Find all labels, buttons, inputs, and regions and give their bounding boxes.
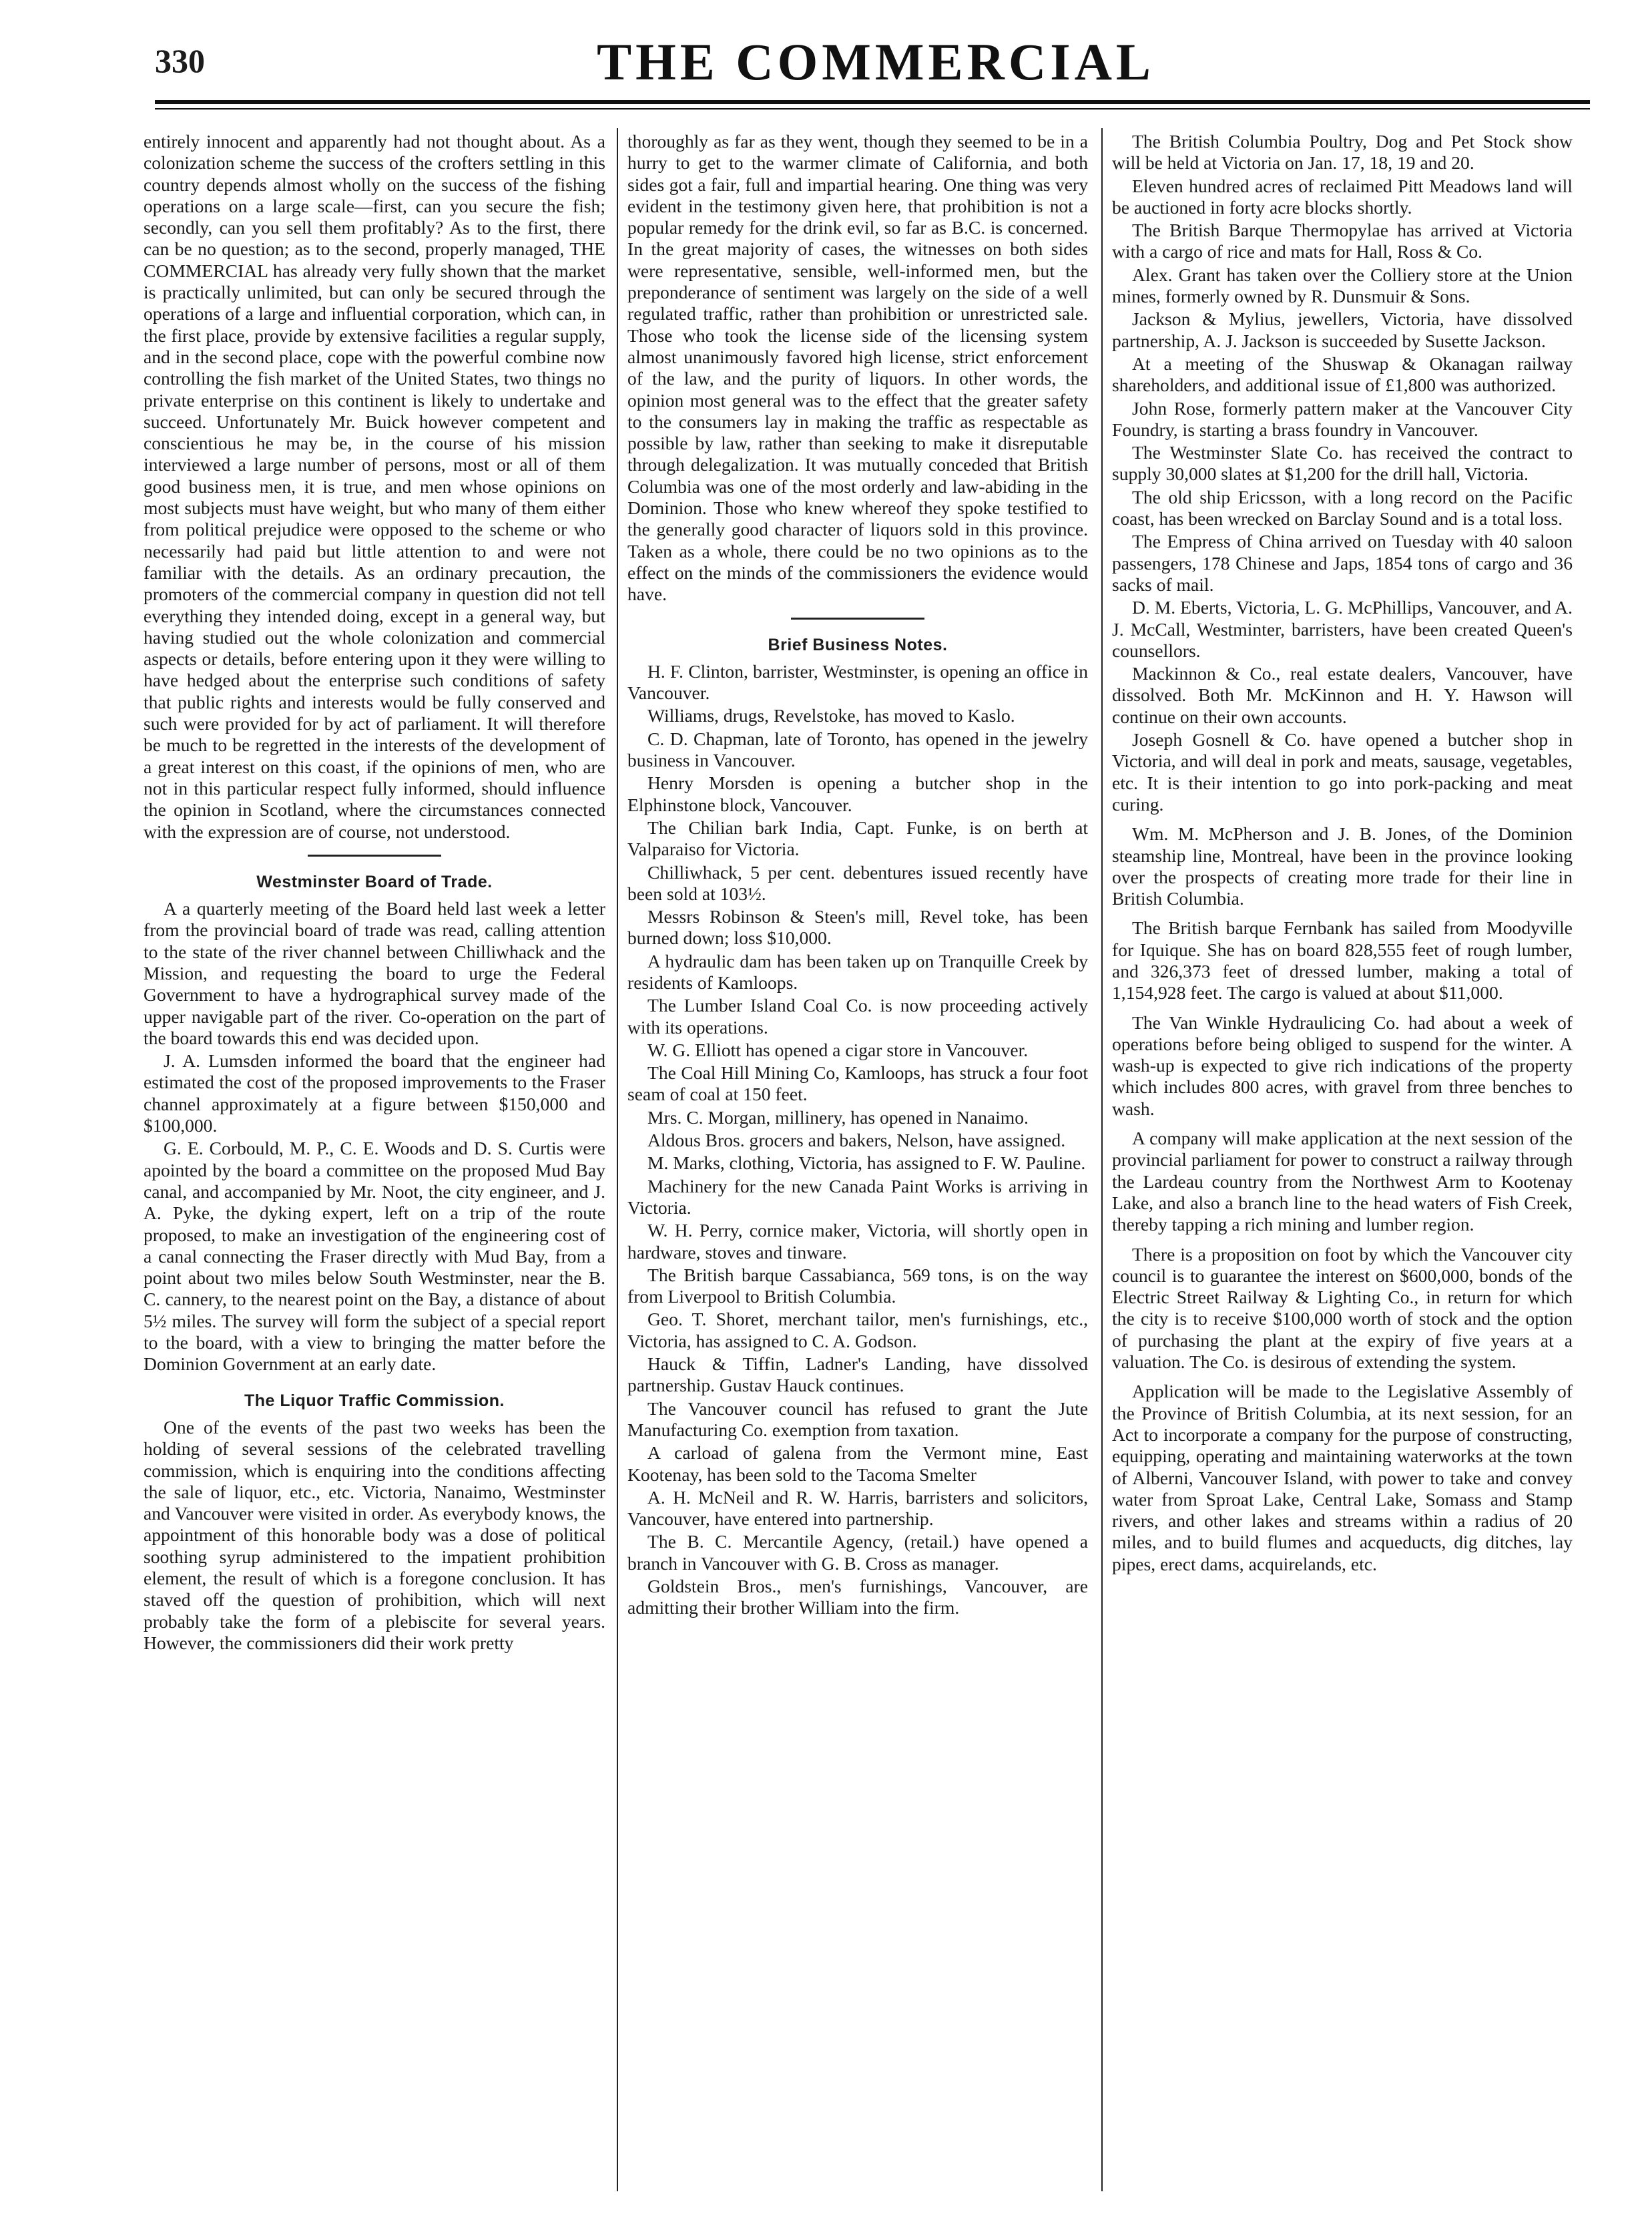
article-paragraph: J. A. Lumsden informed the board that the engineer had estimated the cost of the proposed improvements to the Fraser channel approximately at a figure between $150,000 and $100,000. — [144, 1050, 605, 1136]
news-item: Mrs. C. Morgan, millinery, has opened in Nanaimo. — [647, 1106, 1029, 1128]
news-item: Chilliwhack, 5 per cent. debentures issued recently have been sold at 103½. — [627, 861, 1088, 904]
news-item: The Westminster Slate Co. has received the contract to supply 30,000 slates at $1,200 for the drill hall, Victoria. — [1112, 442, 1573, 485]
news-item: M. Marks, clothing, Victoria, has assigned to F. W. Pauline. — [647, 1152, 1086, 1174]
news-item: Hauck & Tiffin, Ladner's Landing, have dissolved partnership. Gustav Hauck continues. — [627, 1353, 1088, 1396]
news-item: The old ship Ericsson, with a long record on the Pacific coast, has been wrecked on Barclay Sound and is a total loss. — [1112, 486, 1573, 529]
news-item: W. G. Elliott has opened a cigar store in Vancouver. — [647, 1039, 1029, 1060]
section-rule — [308, 855, 441, 857]
section-rule — [791, 618, 924, 620]
news-item: A carload of galena from the Vermont mine, East Kootenay, has been sold to the Tacoma Smelter — [627, 1442, 1088, 1485]
news-item: The Lumber Island Coal Co. is now proceeding actively with its operations. — [627, 995, 1088, 1038]
column-divider — [1101, 128, 1103, 2191]
news-item: A hydraulic dam has been taken up on Tranquille Creek by residents of Kamloops. — [627, 950, 1088, 993]
column-2 — [627, 131, 1088, 1619]
news-item: A company will make application at the next session of the provincial parliament for power to construct a railway through the Lardeau country from the Northwest Arm to Kootenay Lake, and also a branch line to the head waters of Fish Creek, thereby tapping a rich mining and lumber region. — [1112, 1128, 1573, 1235]
news-item: The Empress of China arrived on Tuesday with 40 saloon passengers, 178 Chinese and Japs, 1854 tons of cargo and 36 sacks of mail. — [1112, 531, 1573, 595]
news-item: The Vancouver council has refused to grant the Jute Manufacturing Co. exemption from taxation. — [627, 1397, 1088, 1440]
news-item: D. M. Eberts, Victoria, L. G. McPhillips, Vancouver, and A. J. McCall, Westminter, barristers, have been created Queen's counsellors. — [1112, 597, 1573, 661]
column-3 — [1112, 131, 1573, 1575]
article-paragraph: thoroughly as far as they went, though they seemed to be in a hurry to get to the warmer climate of California, and both sides got a fair, full and impartial hearing. One thing was very evident in the testimony given here, that prohibition is not a popular remedy for the drink evil, so far as B.C. is concerned. In the great majority of cases, the witnesses on both sides were representative, sensible, well-informed men, but the preponderance of sentiment was largely on the side of a well regulated traffic, rather than prohibition or unrestricted sale. Those who took the license side of the licensing system almost unanimously favored high license, strict enforcement of the law, and the purity of liquors. In other words, the opinion most general was to the effect that the greater safety to the consumers lay in making the traffic as respectable as possible by law, rather than seeking to make it disreputable through delegalization. It was mutually conceded that British Columbia was one of the most orderly and law-abiding in the Dominion. Those who knew whereof they spoke testified to the generally good character of liquors sold in this province. Taken as a whole, there could be no two opinions as to the effect on the minds of the commissioners the evidence would have. — [627, 131, 1088, 605]
news-item: The Chilian bark India, Capt. Funke, is on berth at Valparaiso for Victoria. — [627, 817, 1088, 860]
news-item: C. D. Chapman, late of Toronto, has opened in the jewelry business in Vancouver. — [627, 728, 1088, 771]
news-item: Joseph Gosnell & Co. have opened a butcher shop in Victoria, and will deal in pork and meats, sausage, vegetables, etc. It is their intention to go into pork-packing and meat curing. — [1112, 729, 1573, 815]
news-item: Application will be made to the Legislative Assembly of the Province of British Columbia, at its next session, for an Act to incorporate a company for the purpose of constructing, equipping, operating and maintaining waterworks at the town of Alberni, Vancouver Island, with power to take and convey water from Sproat Lake, Central Lake, Somass and Stamp rivers, and other lakes and streams within a radius of 20 miles, and to build flumes and acqueducts, dig ditches, lay pipes, erect dams, acquirelands, etc. — [1112, 1381, 1573, 1574]
header-rule-thin — [155, 108, 1590, 109]
news-item: Eleven hundred acres of reclaimed Pitt Meadows land will be auctioned in forty acre blocks shortly. — [1112, 175, 1573, 218]
news-item: John Rose, formerly pattern maker at the Vancouver City Foundry, is starting a brass foundry in Vancouver. — [1112, 397, 1573, 440]
news-item: At a meeting of the Shuswap & Okanagan railway shareholders, and additional issue of £1,800 was authorized. — [1112, 353, 1573, 396]
news-item: The British Barque Thermopylae has arrived at Victoria with a cargo of rice and mats for Hall, Ross & Co. — [1112, 220, 1573, 262]
article-paragraph: One of the events of the past two weeks has been the holding of several sessions of the celebrated travelling commission, which is enquiring into the conditions affecting the sale of liquor, etc., etc. Victoria, Nanaimo, Westminster and Vancouver were visited in order. As everybody knows, the appointment of this honorable body was a dose of political soothing syrup administered to the impatient prohibition element, the result of which is a foregone conclusion. It has staved off the question of prohibition, which will next probably take the form of a plebiscite for several years. However, the commissioners did their work pretty — [144, 1416, 605, 1653]
masthead-title: THE COMMERCIAL — [597, 33, 1155, 91]
news-item: W. H. Perry, cornice maker, Victoria, will shortly open in hardware, stoves and tinware. — [627, 1220, 1088, 1263]
column-1 — [144, 131, 605, 1654]
news-item: Mackinnon & Co., real estate dealers, Vancouver, have dissolved. Both Mr. McKinnon and H. Y. Hawson will continue on their own accounts. — [1112, 663, 1573, 727]
news-item: Goldstein Bros., men's furnishings, Vancouver, are admitting their brother William into the firm. — [627, 1576, 1088, 1618]
news-item: Alex. Grant has taken over the Colliery store at the Union mines, formerly owned by R. Dunsmuir & Sons. — [1112, 264, 1573, 307]
header-rule-thick — [155, 100, 1590, 104]
news-item: The British barque Cassabianca, 569 tons, is on the way from Liverpool to British Columbia. — [627, 1264, 1088, 1307]
news-item: The Van Winkle Hydraulicing Co. had about a week of operations before being obliged to suspend for the winter. A wash-up is expected to give rich indications of the property which includes 800 acres, with gravel from three benches to wash. — [1112, 1012, 1573, 1119]
news-item: Williams, drugs, Revelstoke, has moved to Kaslo. — [647, 705, 1015, 726]
news-item: Geo. T. Shoret, merchant tailor, men's furnishings, etc., Victoria, has assigned to C. A. Godson. — [627, 1309, 1088, 1351]
article-paragraph: G. E. Corbould, M. P., C. E. Woods and D. S. Curtis were apointed by the board a committee on the proposed Mud Bay canal, and accompanied by Mr. Noot, the city engineer, and J. A. Pyke, the dyking expert, left on a trip of the route proposed, to make an investigation of the engineering cost of a canal connecting the Fraser directly with Mud Bay, from a point about two miles below South Westminster, near the B. C. cannery, to the nearest point on the Bay, a distance of about 5½ miles. The survey will form the subject of a special report to the board, with a view to bringing the matter before the Dominion Government at an early date. — [144, 1138, 605, 1375]
news-item: Messrs Robinson & Steen's mill, Revel toke, has been burned down; loss $10,000. — [627, 906, 1088, 949]
news-item: Wm. M. McPherson and J. B. Jones, of the Dominion steamship line, Montreal, have been in the province looking over the prospects of creating more trade for their line in British Columbia. — [1112, 823, 1573, 909]
news-item: The British Columbia Poultry, Dog and Pet Stock show will be held at Victoria on Jan. 17, 18, 19 and 20. — [1112, 131, 1573, 174]
section-heading: The Liquor Traffic Commission. — [244, 1391, 505, 1410]
news-item: Machinery for the new Canada Paint Works is arriving in Victoria. — [627, 1175, 1088, 1218]
article-paragraph: A a quarterly meeting of the Board held last week a letter from the provincial board of trade was read, calling attention to the state of the river channel between Chilliwhack and the Mission, and requesting the board to urge the Federal Government to have a hydrographical survey made of the upper navigable part of the river. Co-operation on the part of the board towards this end was decided upon. — [144, 898, 605, 1048]
section-heading: Westminster Board of Trade. — [256, 872, 493, 891]
page-number: 330 — [155, 42, 205, 79]
news-item: The Coal Hill Mining Co, Kamloops, has struck a four foot seam of coal at 150 feet. — [627, 1062, 1088, 1105]
news-item: Aldous Bros. grocers and bakers, Nelson, have assigned. — [647, 1130, 1066, 1151]
news-item: Henry Morsden is opening a butcher shop in the Elphinstone block, Vancouver. — [627, 772, 1088, 815]
section-heading: Brief Business Notes. — [768, 635, 948, 654]
news-item: A. H. McNeil and R. W. Harris, barristers and solicitors, Vancouver, have entered into partnership. — [627, 1486, 1088, 1530]
news-item: The British barque Fernbank has sailed from Moodyville for Iquique. She has on board 828,555 feet of rough lumber, and 326,373 feet of dressed lumber, making a total of 1,154,928 feet. The cargo is valued at about $11,000. — [1112, 917, 1573, 1004]
column-divider — [617, 128, 618, 2191]
article-paragraph: entirely innocent and apparently had not thought about. As a colonization scheme the success of the crofters settling in this country depends almost wholly on the success of the fishing operations on a large scale—first, can you secure the fish; secondly, can you sell them profitably? As to the first, there can be no question; as to the second, properly managed, THE COMMERCIAL has already very fully shown that the market is practically unlimited, but can only be secured through the operations of a large and influential corporation, which can, in the first place, provide by extensive facilities a regular supply, and in the second place, cope with the powerful combine now controlling the fish market of the United States, two things no private enterprise on this continent is likely to undertake and succeed. Unfortunately Mr. Buick however competent and conscientious he may be, in the course of his mission interviewed a large number of persons, most or all of them good business men, it is true, and men whose opinions on most subjects must have weight, but who many of them either from political prejudice were opposed to the scheme or who necessarily had paid but little attention to and were not familiar with the details. As an ordinary precaution, the promoters of the commercial company in question did not tell everything they intended doing, except in a general way, but having studied out the whole colonization and commercial aspects or details, before entering upon it they were willing to have hedged about the enterprise such conditions of safety that public rights and interests would be fully conserved and such were provided for by act of parliament. It will therefore be much to be regretted in the interests of the development of a great interest on this coast, if the opinions of men, who are not in this particular respect fully informed, should influence the opinion in Scotland, where the circumstances connected with the expression are of course, not understood. — [144, 131, 605, 842]
news-item: There is a proposition on foot by which the Vancouver city council is to guarantee the interest on $600,000, bonds of the Electric Street Railway & Lighting Co., in return for which the city is to receive $100,000 worth of stock and the option of purchasing the plant at the expiry of five years at a valuation. The Co. is desirous of extending the system. — [1112, 1243, 1573, 1373]
news-item: The B. C. Mercantile Agency, (retail.) have opened a branch in Vancouver with G. B. Cross as manager. — [627, 1531, 1088, 1574]
news-item: H. F. Clinton, barrister, Westminster, is opening an office in Vancouver. — [627, 660, 1088, 704]
news-item: Jackson & Mylius, jewellers, Victoria, have dissolved partnership, A. J. Jackson is succeeded by Susette Jackson. — [1112, 308, 1573, 351]
